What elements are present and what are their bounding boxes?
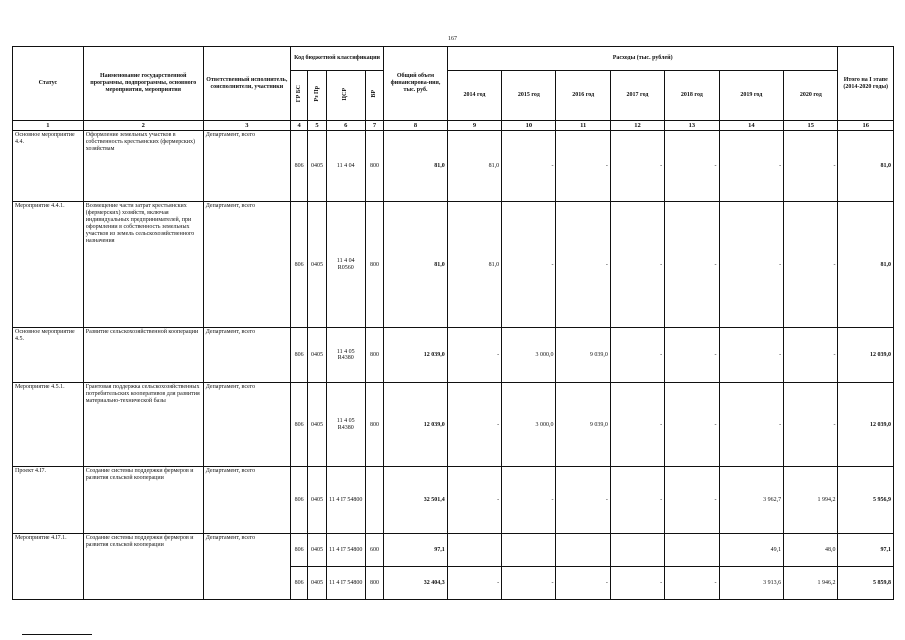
row-name: Грантовая поддержка сельскохозяйственных потребительских кооперативов для развития материально-технической базы [83, 383, 203, 467]
row-year-value: - [610, 131, 664, 202]
row-rzpr: 0405 [308, 202, 326, 328]
column-number: 8 [384, 121, 448, 131]
row-itogo: 81,0 [838, 131, 894, 202]
row-vr: 800 [365, 567, 383, 600]
row-total: 12 039,0 [384, 328, 448, 383]
row-year-value: 9 039,0 [556, 383, 610, 467]
row-year-value: 49,1 [719, 534, 784, 567]
table-row [13, 467, 894, 534]
header-vr: ВР [365, 71, 383, 121]
row-year-value [610, 534, 664, 567]
row-total: 32 404,3 [384, 567, 448, 600]
header-csr: ЦСР [326, 71, 365, 121]
header-name: Наименование государственной программы, подпрограммы, основного мероприятия, мероприятия [83, 47, 203, 121]
column-number: 1 [13, 121, 84, 131]
row-itogo: 5 859,8 [838, 567, 894, 600]
row-itogo: 81,0 [838, 202, 894, 328]
column-number: 12 [610, 121, 664, 131]
table-row [13, 534, 894, 567]
row-vr [365, 467, 383, 534]
table-row [13, 328, 894, 383]
row-year-value: - [556, 131, 610, 202]
header-year: 2018 год [665, 71, 719, 121]
row-total: 81,0 [384, 202, 448, 328]
row-rzpr: 0405 [308, 328, 326, 383]
row-grbs: 806 [290, 383, 307, 467]
row-year-value: - [556, 567, 610, 600]
row-grbs: 806 [290, 534, 307, 567]
row-year-value: - [502, 567, 556, 600]
row-status: Мероприятие 4.I7.1. [13, 534, 84, 600]
column-number: 14 [719, 121, 784, 131]
row-itogo: 12 039,0 [838, 383, 894, 467]
row-year-value: - [784, 383, 838, 467]
row-year-value: - [447, 328, 501, 383]
row-rzpr: 0405 [308, 534, 326, 567]
row-year-value: - [665, 202, 719, 328]
column-number: 16 [838, 121, 894, 131]
header-year: 2017 год [610, 71, 664, 121]
row-year-value: - [502, 131, 556, 202]
column-numbers-row [13, 121, 894, 131]
header-status: Статус [13, 47, 84, 121]
row-grbs: 806 [290, 328, 307, 383]
header-budget-code: Код бюджетной классификации [290, 47, 383, 71]
row-name: Возмещение части затрат крестьянских (фермерских) хозяйств, включая индивидуальных предпринимателей, при оформлении в собственность земельных участков из земель сельскохозяйственного назначения [83, 202, 203, 328]
row-vr: 600 [365, 534, 383, 567]
row-status: Основное мероприятие 4.4. [13, 131, 84, 202]
column-number: 13 [665, 121, 719, 131]
row-itogo: 12 039,0 [838, 328, 894, 383]
row-csr: 11 4 04 [326, 131, 365, 202]
column-number: 15 [784, 121, 838, 131]
row-year-value: - [502, 202, 556, 328]
table-row [13, 131, 894, 202]
row-status: Мероприятие 4.5.1. [13, 383, 84, 467]
row-rzpr: 0405 [308, 383, 326, 467]
row-grbs: 806 [290, 131, 307, 202]
header-year: 2016 год [556, 71, 610, 121]
header-year: 2020 год [784, 71, 838, 121]
row-total: 12 039,0 [384, 383, 448, 467]
row-year-value: - [610, 467, 664, 534]
column-number: 4 [290, 121, 307, 131]
row-status: Мероприятие 4.4.1. [13, 202, 84, 328]
row-year-value: - [784, 202, 838, 328]
header-expenses: Расходы (тыс. рублей) [447, 47, 838, 71]
row-year-value [665, 534, 719, 567]
row-year-value [556, 534, 610, 567]
header-grbs: ГР БС [290, 71, 307, 121]
row-vr: 800 [365, 131, 383, 202]
row-responsible: Департамент, всего [203, 131, 290, 202]
row-year-value: - [447, 383, 501, 467]
row-year-value: 1 994,2 [784, 467, 838, 534]
row-csr: 11 4 I7 54800 [326, 567, 365, 600]
row-vr: 800 [365, 383, 383, 467]
row-csr: 11 4 05 R4380 [326, 383, 365, 467]
row-responsible: Департамент, всего [203, 328, 290, 383]
row-year-value: - [447, 567, 501, 600]
row-year-value: - [665, 131, 719, 202]
row-name: Развитие сельскохозяйственной кооперации [83, 328, 203, 383]
row-year-value: - [610, 383, 664, 467]
row-responsible: Департамент, всего [203, 383, 290, 467]
row-year-value: - [665, 467, 719, 534]
row-year-value: 3 000,0 [502, 328, 556, 383]
column-number: 7 [365, 121, 383, 131]
row-vr: 800 [365, 328, 383, 383]
table-row [13, 383, 894, 467]
column-number: 11 [556, 121, 610, 131]
header-total-volume: Общий объем финансирова-ния, тыс. руб. [384, 47, 448, 121]
row-year-value: - [719, 383, 784, 467]
row-year-value: 3 962,7 [719, 467, 784, 534]
header-rzpr: Рз Пр [308, 71, 326, 121]
row-itogo: 5 956,9 [838, 467, 894, 534]
header-year: 2019 год [719, 71, 784, 121]
row-year-value: - [665, 567, 719, 600]
row-itogo: 97,1 [838, 534, 894, 567]
row-responsible: Департамент, всего [203, 534, 290, 600]
row-year-value: 3 913,6 [719, 567, 784, 600]
row-year-value [502, 534, 556, 567]
row-year-value: - [719, 202, 784, 328]
row-total: 32 501,4 [384, 467, 448, 534]
row-year-value: 9 039,0 [556, 328, 610, 383]
row-grbs: 806 [290, 202, 307, 328]
row-year-value: - [502, 467, 556, 534]
column-number: 10 [502, 121, 556, 131]
row-year-value: 3 000,0 [502, 383, 556, 467]
row-grbs: 806 [290, 467, 307, 534]
row-csr: 11 4 04 R0560 [326, 202, 365, 328]
row-year-value: - [610, 328, 664, 383]
row-year-value: 1 946,2 [784, 567, 838, 600]
row-year-value: - [447, 467, 501, 534]
row-name: Оформление земельных участков в собственность крестьянских (фермерских) хозяйствам [83, 131, 203, 202]
row-year-value: - [719, 328, 784, 383]
row-year-value: - [719, 131, 784, 202]
row-rzpr: 0405 [308, 131, 326, 202]
row-rzpr: 0405 [308, 567, 326, 600]
row-vr: 800 [365, 202, 383, 328]
header-itogo: Итого на I этапе (2014-2020 годы) [838, 47, 894, 121]
row-year-value: - [556, 202, 610, 328]
header-year: 2014 год [447, 71, 501, 121]
row-grbs: 806 [290, 567, 307, 600]
row-year-value: - [610, 567, 664, 600]
header-responsible: Ответственный исполнитель, соисполнители, участники [203, 47, 290, 121]
table-row [13, 202, 894, 328]
budget-table [12, 46, 894, 600]
row-responsible: Департамент, всего [203, 467, 290, 534]
row-year-value: 48,0 [784, 534, 838, 567]
row-year-value: - [784, 131, 838, 202]
row-responsible: Департамент, всего [203, 202, 290, 328]
column-number: 3 [203, 121, 290, 131]
row-status: Основное мероприятие 4.5. [13, 328, 84, 383]
row-year-value: - [784, 328, 838, 383]
column-number: 2 [83, 121, 203, 131]
row-status: Проект 4.I7. [13, 467, 84, 534]
row-name: Создание системы поддержки фермеров и развития сельской кооперации [83, 534, 203, 600]
row-rzpr: 0405 [308, 467, 326, 534]
row-year-value: - [665, 383, 719, 467]
row-year-value: 81,0 [447, 131, 501, 202]
row-year-value: - [665, 328, 719, 383]
row-name: Создание системы поддержки фермеров и развития сельской кооперации [83, 467, 203, 534]
page-number: 167 [448, 36, 457, 42]
row-csr: 11 4 I7 54800 [326, 534, 365, 567]
column-number: 9 [447, 121, 501, 131]
row-year-value [447, 534, 501, 567]
row-csr: 11 4 I7 54800 [326, 467, 365, 534]
row-year-value: - [556, 467, 610, 534]
footer-rule [22, 634, 92, 635]
header-year: 2015 год [502, 71, 556, 121]
row-year-value: 81,0 [447, 202, 501, 328]
column-number: 6 [326, 121, 365, 131]
row-total: 81,0 [384, 131, 448, 202]
row-csr: 11 4 05 R4380 [326, 328, 365, 383]
row-year-value: - [610, 202, 664, 328]
row-total: 97,1 [384, 534, 448, 567]
column-number: 5 [308, 121, 326, 131]
